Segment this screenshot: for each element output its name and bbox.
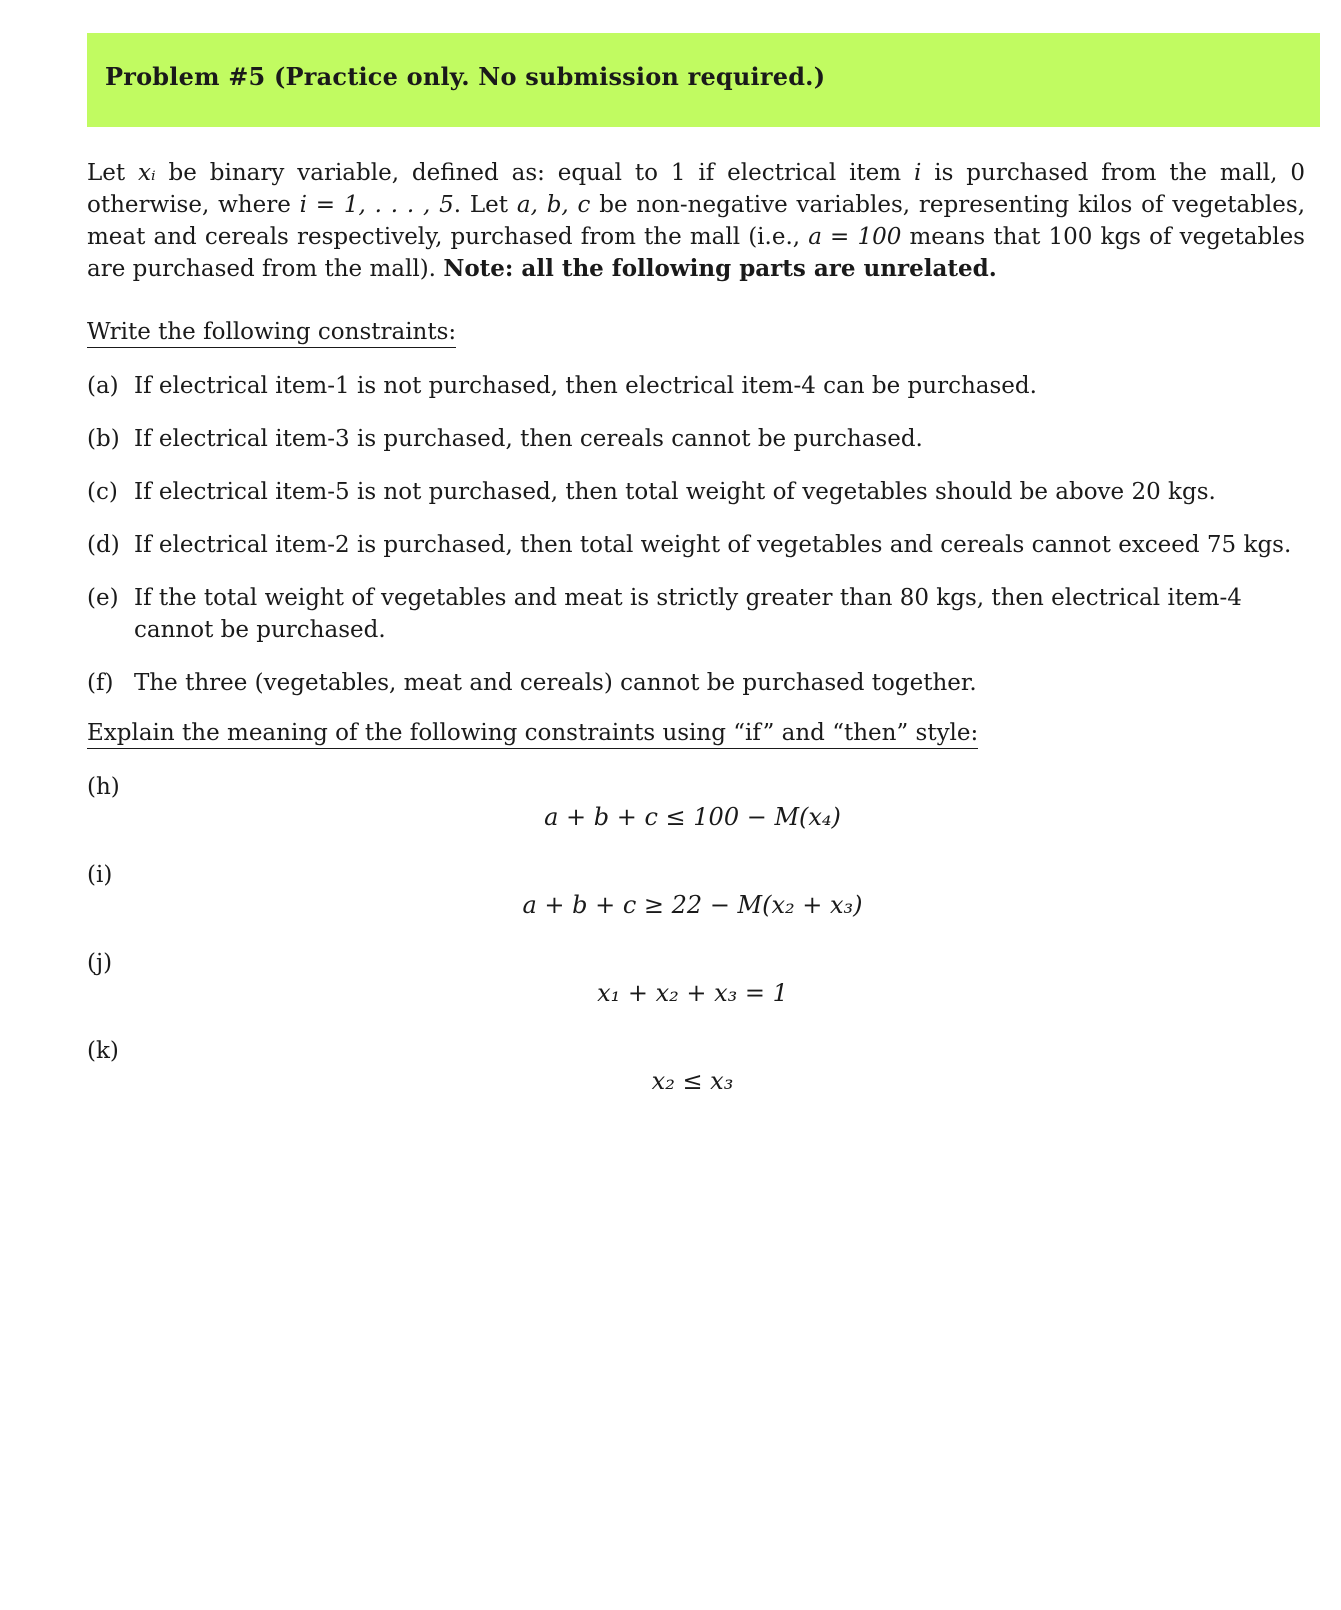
intro-var-i: i bbox=[914, 160, 922, 186]
problem-intro bbox=[87, 157, 1305, 285]
intro-example: a = 100 bbox=[808, 224, 902, 250]
list-item bbox=[87, 529, 1320, 561]
item-label: (c) bbox=[87, 479, 118, 505]
equation: x₂ ≤ x₃ bbox=[651, 1067, 734, 1095]
item-label: (e) bbox=[87, 585, 119, 611]
intro-text-6: means that 100 kgs of vegetables are purchased from the mall). bbox=[87, 224, 1305, 282]
equation: x₁ + x₂ + x₃ = 1 bbox=[597, 979, 788, 1007]
equation-label: (k) bbox=[87, 1038, 119, 1064]
item-text: If electrical item-5 is not purchased, then total weight of vegetables should be above 20 kgs. bbox=[134, 479, 1216, 505]
equation-item bbox=[87, 1035, 1320, 1123]
intro-vars: a, b, c bbox=[516, 192, 591, 218]
problem-header-box bbox=[87, 33, 1320, 127]
intro-note: Note: all the following parts are unrelated. bbox=[443, 255, 997, 282]
explain-constraints-section bbox=[87, 719, 1320, 1123]
equation-item bbox=[87, 859, 1320, 947]
equation: a + b + c ≥ 22 − M(x₂ + x₃) bbox=[522, 891, 863, 919]
problem-page bbox=[87, 33, 1320, 1123]
list-item bbox=[87, 423, 1320, 455]
list-item bbox=[87, 582, 1320, 646]
equation: a + b + c ≤ 100 − M(x₄) bbox=[544, 803, 841, 831]
equation-label: (i) bbox=[87, 862, 113, 888]
intro-text-2: be binary variable, defined as: equal to 1 if electrical item bbox=[155, 160, 914, 186]
intro-text-4: . Let bbox=[453, 192, 517, 218]
item-text: If electrical item-1 is not purchased, then electrical item-4 can be purchased. bbox=[134, 373, 1037, 399]
item-text: If the total weight of vegetables and meat is strictly greater than 80 kgs, then electrical item-4 cannot be purchased. bbox=[134, 585, 1242, 643]
list-item bbox=[87, 476, 1320, 508]
write-constraints-section bbox=[87, 318, 1320, 699]
problem-title: Problem #5 (Practice only. No submission required.) bbox=[105, 61, 826, 91]
equation-list bbox=[87, 771, 1320, 1123]
equation-item bbox=[87, 771, 1320, 859]
intro-var-xi: xᵢ bbox=[138, 160, 156, 186]
intro-range: i = 1, . . . , 5 bbox=[299, 192, 454, 218]
item-label: (a) bbox=[87, 373, 119, 399]
intro-text-5: be non-negative variables, representing kilos of vegetables, meat and cereals respectively, purchased from the mall (i.e., bbox=[87, 192, 1306, 250]
item-label: (d) bbox=[87, 532, 120, 558]
list-item bbox=[87, 667, 1320, 699]
item-text: If electrical item-3 is purchased, then cereals cannot be purchased. bbox=[134, 426, 923, 452]
constraint-list bbox=[87, 370, 1320, 699]
equation-label: (h) bbox=[87, 774, 120, 800]
explain-constraints-heading: Explain the meaning of the following constraints using “if” and “then” style: bbox=[87, 719, 978, 749]
write-constraints-heading: Write the following constraints: bbox=[87, 318, 456, 348]
item-text: The three (vegetables, meat and cereals) cannot be purchased together. bbox=[134, 670, 977, 696]
equation-item bbox=[87, 947, 1320, 1035]
item-label: (b) bbox=[87, 426, 120, 452]
intro-text-1: Let bbox=[87, 160, 139, 186]
item-text: If electrical item-2 is purchased, then total weight of vegetables and cereals cannot exceed 75 kgs. bbox=[134, 532, 1292, 558]
item-label: (f) bbox=[87, 670, 114, 696]
equation-label: (j) bbox=[87, 950, 113, 976]
intro-text-3: is purchased from the mall, 0 otherwise, where bbox=[87, 160, 1305, 218]
list-item bbox=[87, 370, 1320, 402]
